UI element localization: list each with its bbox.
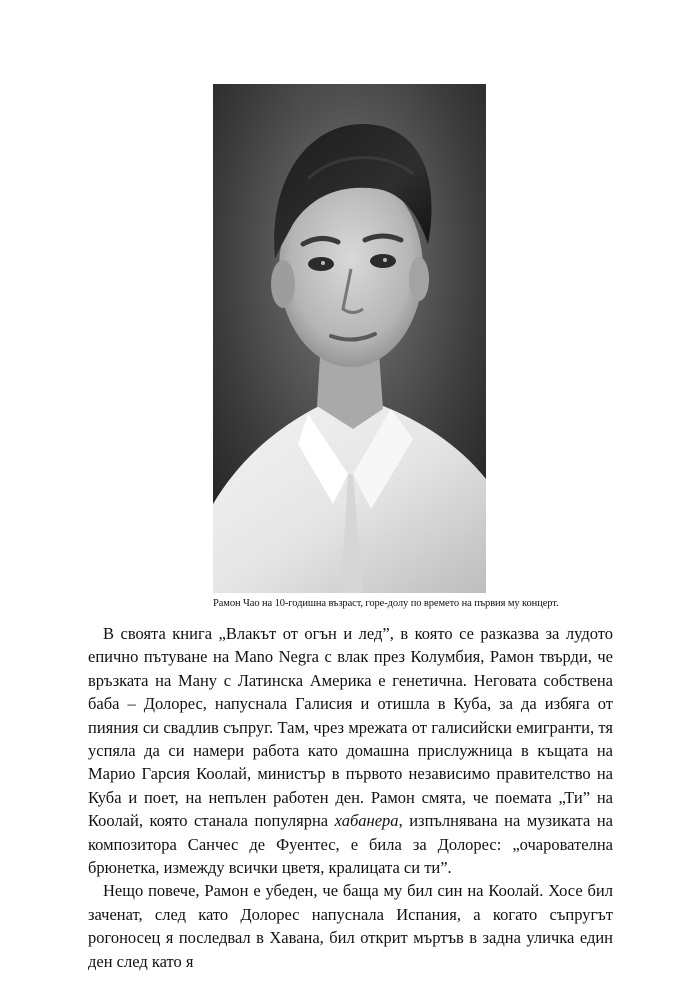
italic-term: хабанера: [334, 811, 399, 831]
paragraph-1-text: В своята книга „Влакът от огън и лед”, в която се разказва за лудото епично пътуване на Mano Negra с влак през Колумбия, Рамон твърди, че връзката на Ману с Латинска Америка е генетична. Неговата собствена баба – Долорес, напуснала Галисия и отишла в Куба, за да избяга от пияния си свадлив съпруг. Там, чрез мрежата от галисийски емигранти, тя успяла да си намери работа като домашна прислужница в къщата на Марио Гарсия Коолай, министър в първото независимо правителство на Куба и поет, на непълен работен ден. Рамон смята, че поемата „Ти” на Коолай, която станала популярна: [88, 624, 613, 831]
paragraph-1-text-end: , изпълнявана на музиката на композитора Санчес де Фуентес, е била за Долорес: „очарователна брюнетка, измежду всички цветя, кралицата си ти”.: [88, 811, 613, 878]
portrait-photo: [213, 84, 486, 593]
paragraph-2: Нещо повече, Рамон е убеден, че баща му бил син на Коолай. Хосе бил заченат, след като Долорес напуснала Испания, а когато съпругът рогоносец я последвал в Хавана, бил открит мъртъв в задна уличка един ден след като я: [88, 881, 613, 971]
portrait-image: [213, 84, 486, 593]
body-text: [88, 622, 613, 973]
photo-caption: Рамон Чао на 10-годишна възраст, горе-долу по времето на първия му концерт.: [213, 598, 559, 609]
paragraph-1: [88, 622, 613, 879]
